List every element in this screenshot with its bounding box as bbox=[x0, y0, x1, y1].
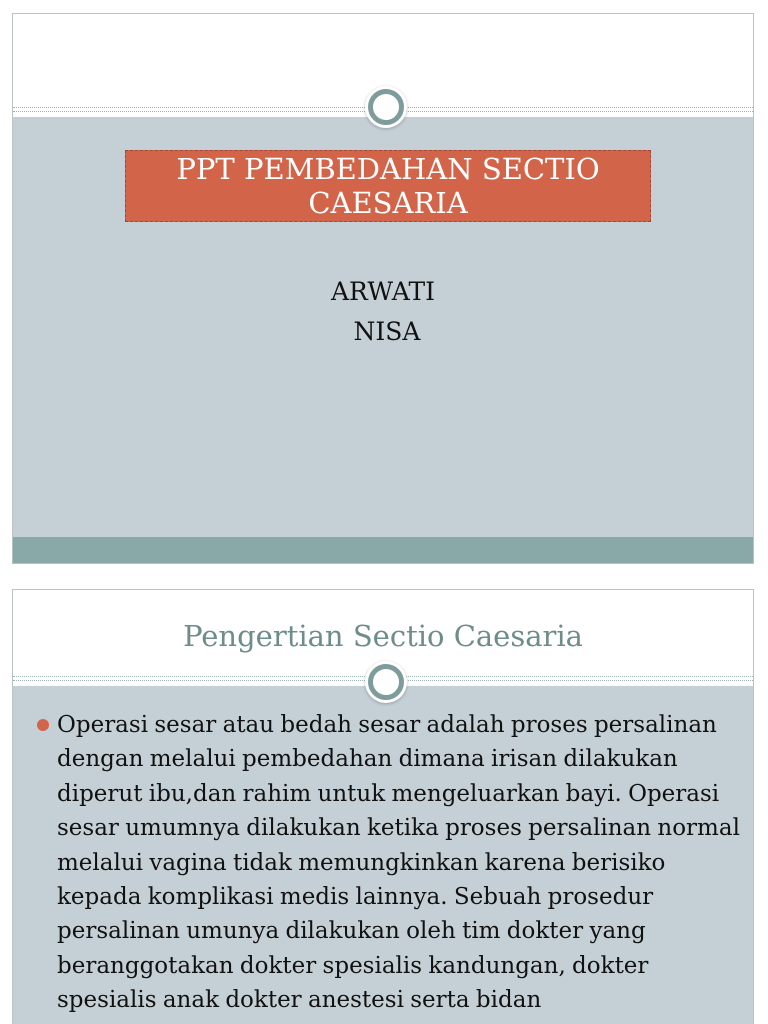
bullet-text: Operasi sesar atau bedah sesar adalah proses persalinan dengan melalui pembedahan dimana irisan dilakukan diperut ibu,dan rahim untuk mengeluarkan bayi. Operasi sesar umumnya dilakukan ketika proses persalinan normal melalui vagina tidak memungkinkan karena berisiko kepada komplikasi medis lainnya. Sebuah prosedur persalinan umunya dilakukan oleh tim dokter yang beranggotakan dokter spesialis kandungan, dokter spesialis anak dokter anestesi serta bidan bbox=[57, 712, 740, 1014]
title-line-1: PPT PEMBEDAHAN SECTIO bbox=[176, 152, 600, 186]
bullet-item bbox=[33, 708, 743, 1018]
footer-band bbox=[13, 537, 753, 563]
authors bbox=[13, 272, 753, 352]
title-line-2: CAESARIA bbox=[308, 186, 468, 220]
author-name: ARWATI bbox=[330, 277, 436, 306]
title-box bbox=[125, 150, 651, 222]
slide-1 bbox=[12, 13, 754, 564]
slide-title: Pengertian Sectio Caesaria bbox=[183, 619, 583, 653]
author-name: NISA bbox=[345, 317, 421, 346]
bullet-dot-icon bbox=[37, 719, 49, 731]
slide-2 bbox=[12, 589, 754, 1024]
circle-ornament-icon bbox=[368, 89, 404, 125]
circle-ornament-icon bbox=[368, 664, 404, 700]
